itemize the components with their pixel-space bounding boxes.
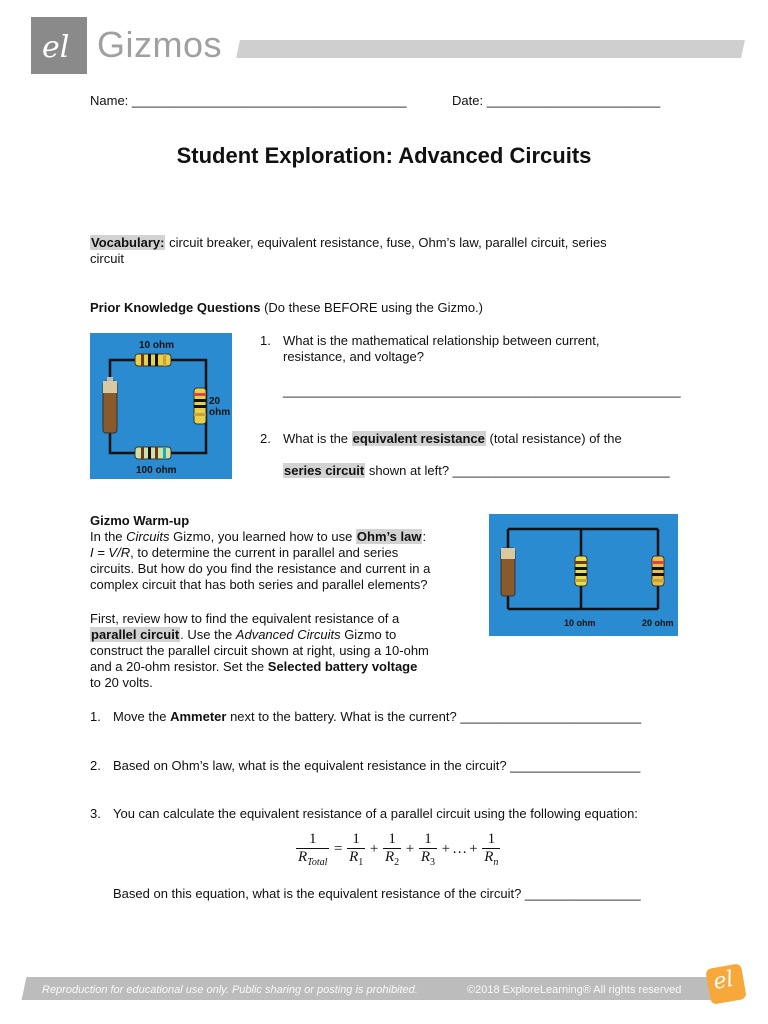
q1-post: next to the battery. What is the current? [226,709,461,724]
w-p2-mid: . Use the [180,627,236,642]
q1-answer-blank[interactable]: _________________________ [460,709,642,724]
q1-pre: Move the [113,709,171,724]
question-2-number: 2. [90,758,101,773]
parallel-label-b: 20 ohm [642,618,674,628]
series-circuit-image [90,333,232,479]
series-right-label-2: ohm [209,407,231,418]
header-banner [236,40,745,58]
prior-heading-text: Prior Knowledge Questions [90,300,261,315]
q3-follow-text: Based on this equation, what is the equivalent resistance of the circuit? [113,886,525,901]
page-title: Student Exploration: Advanced Circuits [176,143,592,168]
term-series-circuit: series circuit [284,463,365,478]
name-field[interactable] [90,93,407,109]
w-p1-italic: Circuits [126,529,170,544]
prior-q2-post: (total resistance) of the [485,431,622,446]
footer-logo: el [705,963,747,1005]
prior-q2-line-1 [283,431,622,447]
eq-plus-1: + [369,841,379,857]
prior-q1-number: 1. [260,333,271,348]
prior-q2-post2: shown at left? [365,463,453,478]
question-3-text: You can calculate the equivalent resistance of a parallel circuit using the following equation: [113,806,638,821]
w-p1-pre: In the [90,529,127,544]
prior-q2-line-2 [283,463,670,479]
question-1 [113,709,641,725]
frac-total: $\frac{1}{R_{Total}}$ [298,831,328,868]
warmup-p2-line-2 [90,627,396,643]
footer-disclaimer: Reproduction for educational use only. Public sharing or posting is prohibited. [42,984,418,996]
explorelearning-logo: el [31,17,87,74]
name-blank[interactable]: ______________________________________ [131,93,407,108]
frac-rn: $\frac{1}{R_n}$ [484,831,499,868]
prior-q1-line-2: resistance, and voltage? [283,349,424,364]
warmup-p2-line-5: to 20 volts. [90,675,153,690]
series-bottom-label: 100 ohm [136,465,177,476]
series-right-label-1: 20 [209,396,221,407]
warmup-p1-line-4: complex circuit that has both series and parallel elements? [90,577,428,592]
question-3-number: 3. [90,806,101,821]
warmup-p2-line-1: First, review how to find the equivalent resistance of a [90,611,400,626]
prior-q1-line-1: What is the mathematical relationship between current, [283,333,600,348]
prior-q2-answer-blank[interactable]: ______________________________ [452,463,670,478]
prior-q2-number: 2. [260,431,271,446]
parallel-resistance-equation [296,831,500,868]
w-p2-italic: Advanced Circuits [235,627,341,642]
eq-equals: = [334,841,343,857]
q1-ammeter: Ammeter [170,709,227,724]
date-blank[interactable]: ________________________ [486,93,661,108]
prior-q1-answer-blank[interactable]: _______________________________________________________ [283,383,681,398]
name-label: Name: [90,93,132,108]
q3-answer-blank[interactable]: ________________ [524,886,641,901]
frac-r1: $\frac{1}{R_1}$ [349,831,364,868]
frac-r3: $\frac{1}{R_3}$ [420,831,436,868]
vocabulary-line-1 [90,235,607,251]
w-p2-l4-bold: Selected battery voltage [267,659,418,674]
w-p1-post: : [422,529,427,544]
warmup-p2-line-3: construct the parallel circuit shown at right, using a 10-ohm [90,643,429,658]
parallel-circuit-image [489,514,678,636]
vocabulary-line-2: circuit [90,251,124,266]
w-p1-l2-post: , to determine the current in parallel and series [130,545,399,560]
eq-plus-4: + [469,841,478,857]
warmup-heading: Gizmo Warm-up [90,513,190,528]
ohms-law-equation: I = V/R [90,545,131,560]
w-p1-mid: Gizmo, you learned how to use [169,529,356,544]
question-2 [113,758,640,774]
prior-q2-pre: What is the [283,431,352,446]
warmup-p1-line-2 [90,545,398,561]
term-ohms-law: Ohm’s law [356,529,422,544]
prior-note: (Do these BEFORE using the Gizmo.) [260,300,483,315]
warmup-p2-line-4 [90,659,417,675]
series-top-label: 10 ohm [139,340,175,351]
warmup-p1-line-1 [90,529,426,545]
q2-text: Based on Ohm’s law, what is the equivalent resistance in the circuit? [113,758,511,773]
vocabulary-label: Vocabulary: [91,235,165,250]
parallel-label-a: 10 ohm [564,618,596,628]
vocabulary-terms: circuit breaker, equivalent resistance, fuse, Ohm’s law, parallel circuit, series [165,235,607,250]
w-p2-post: Gizmo to [340,627,397,642]
w-p2-l4-pre: and a 20-ohm resistor. Set the [90,659,268,674]
date-field[interactable] [452,93,660,109]
question-1-number: 1. [90,709,101,724]
question-3-follow-up [113,886,641,902]
q2-answer-blank[interactable]: __________________ [510,758,641,773]
date-label: Date: [452,93,487,108]
eq-plus-2: + [405,841,415,857]
term-parallel-circuit: parallel circuit [91,627,180,642]
footer-copyright: ©2018 ExploreLearning® All rights reserved [467,984,682,996]
eq-ellipsis: … [452,841,468,857]
frac-r2: $\frac{1}{R_2}$ [384,831,400,868]
eq-plus-3: + [441,841,451,857]
term-equivalent-resistance: equivalent resistance [352,431,485,446]
warmup-p1-line-3: circuits. But how do you find the resistance and current in a [90,561,431,576]
prior-knowledge-heading [90,300,483,316]
gizmos-brand: Gizmos [97,24,223,65]
